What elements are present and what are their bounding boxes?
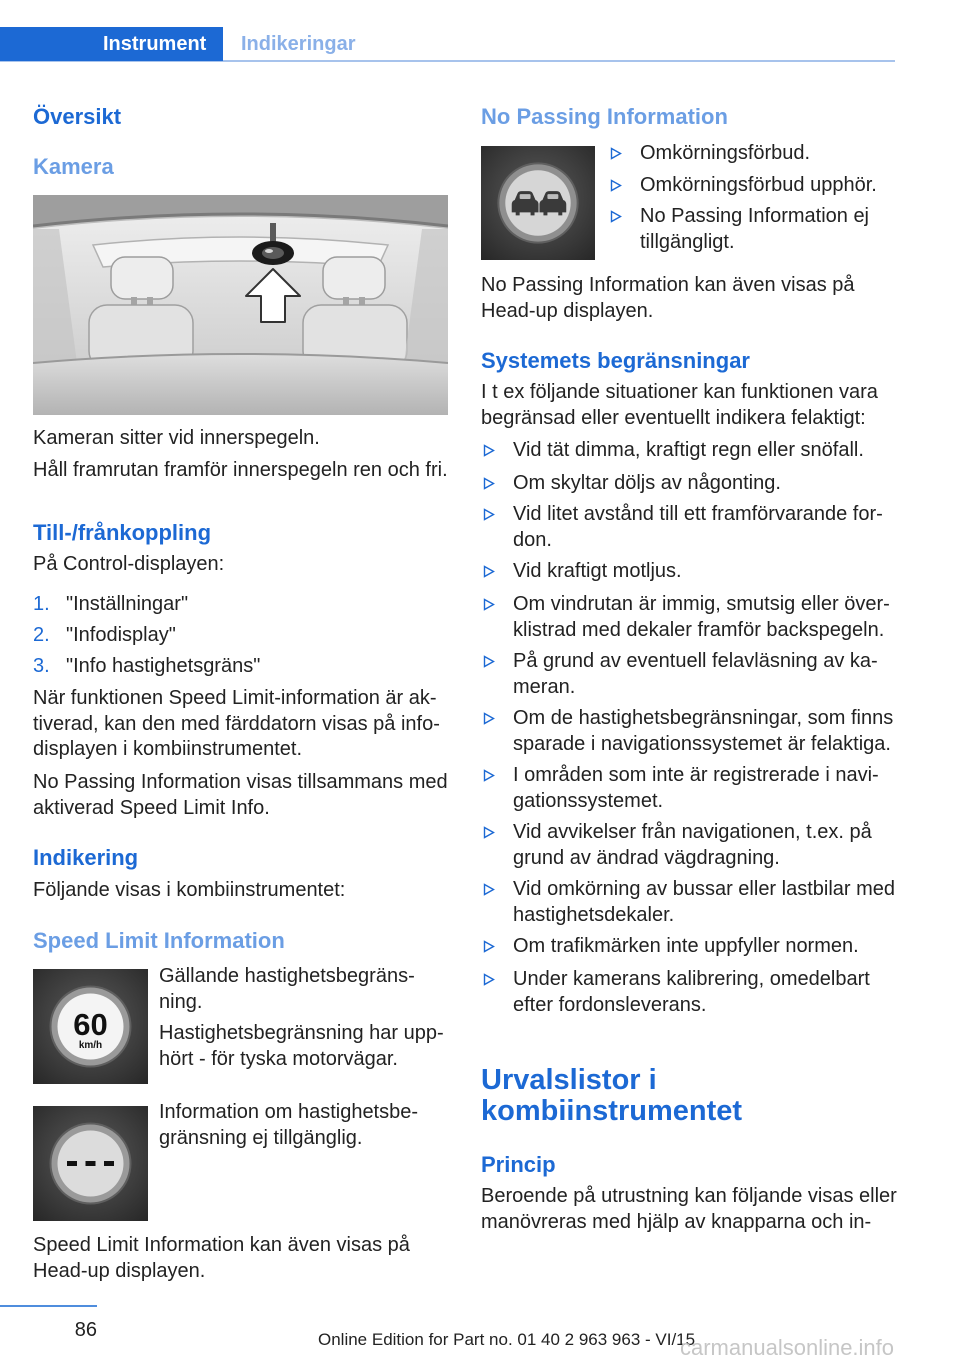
speed-limit-item: Hastighetsbegränsning har upp- hört - för tyska motorvägar. xyxy=(159,1022,444,1070)
bullet-triangle-icon xyxy=(483,940,495,953)
edition-note: Online Edition for Part no. 01 40 2 963 963 - VI/15 xyxy=(318,1330,696,1349)
limits-item: Vid litet avstånd till ett framförvarande for- don. xyxy=(513,503,883,551)
bullet-triangle-icon xyxy=(483,826,495,839)
bullet-triangle-icon xyxy=(483,508,495,521)
heading-overview: Översikt xyxy=(33,104,122,129)
no-passing-item: Omkörningsförbud. xyxy=(640,142,811,164)
bullet-triangle-icon xyxy=(483,712,495,725)
camera-care-text: Håll framrutan framför innerspegeln ren och fri. xyxy=(33,459,448,481)
watermark: carmanualsonline.info xyxy=(680,1335,895,1360)
step-number: 1. xyxy=(33,593,50,615)
speed-limit-item: Information om hastighetsbe- gränsning ej tillgänglig. xyxy=(159,1101,419,1149)
bullet-triangle-icon xyxy=(483,769,495,782)
speed-limit-item: Gällande hastighetsbegräns- ning. xyxy=(159,965,415,1013)
toggle-intro: På Control-displayen: xyxy=(33,553,225,575)
bullet-triangle-icon xyxy=(483,973,495,986)
sign-speed-unit: km/h xyxy=(78,1040,103,1051)
toggle-note-speed-limit: När funktionen Speed Limit-information är ak- tiverad, kan den med färddatorn visas på info- displayen i kombiinstrumentet. xyxy=(33,687,440,760)
heading-no-passing-info: No Passing Information xyxy=(481,104,728,129)
tab-instrument-label: Instrument xyxy=(103,33,207,55)
tab-indikeringar-label: Indikeringar xyxy=(241,33,356,55)
bullet-triangle-icon xyxy=(610,210,622,223)
bullet-triangle-icon xyxy=(483,565,495,578)
heading-camera: Kamera xyxy=(33,154,114,179)
heading-display: Indikering xyxy=(33,845,139,870)
page-number: 86 xyxy=(74,1319,97,1341)
limits-item: Vid kraftigt motljus. xyxy=(513,560,682,582)
camera-location-text: Kameran sitter vid innerspegeln. xyxy=(33,427,320,449)
step-number: 2. xyxy=(33,624,50,646)
limits-intro: I t ex följande situationer kan funktionen vara begränsad eller eventuellt indikera felaktigt: xyxy=(481,381,878,429)
step-text: "Info hastighetsgräns" xyxy=(66,655,261,677)
heading-principle: Princip xyxy=(481,1152,556,1177)
bullet-triangle-icon xyxy=(483,477,495,490)
speed-limit-unavailable-sign-icon xyxy=(33,1106,148,1221)
speed-limit-sign-icon xyxy=(33,969,148,1084)
camera-module xyxy=(252,241,294,265)
bullet-triangle-icon xyxy=(610,179,622,192)
limits-item: På grund av eventuell felavläsning av ka- meran. xyxy=(513,650,878,698)
display-intro: Följande visas i kombiinstrumentet: xyxy=(33,879,346,901)
step-text: "Inställningar" xyxy=(66,593,189,615)
sign-speed-value: 60 xyxy=(73,1007,108,1042)
limits-item: Om vindrutan är immig, smutsig eller över- klistrad med dekaler framför backspegeln. xyxy=(513,593,890,641)
camera-location-photo xyxy=(33,195,448,415)
limits-item: Om skyltar döljs av någonting. xyxy=(513,472,781,494)
limits-item: Vid avvikelser från navigationen, t.ex. på grund av ändrad vägdragning. xyxy=(513,821,872,869)
limits-item: Under kamerans kalibrering, omedelbart efter fordonsleverans. xyxy=(513,968,870,1016)
limits-item: I områden som inte är registrerade i navi- gationssystemet. xyxy=(513,764,879,812)
heading-speed-limit-info: Speed Limit Information xyxy=(33,928,285,953)
bullet-triangle-icon xyxy=(483,655,495,668)
step-text: "Infodisplay" xyxy=(66,624,176,646)
speed-limit-hud-note: Speed Limit Information kan även visas på Head-up displayen. xyxy=(33,1234,410,1282)
heading-toggle: Till-/frånkoppling xyxy=(33,520,212,545)
no-passing-item: Omkörningsförbud upphör. xyxy=(640,174,877,196)
heading-selection-lists: Urvalslistor i kombiinstrumentet xyxy=(481,1064,743,1127)
bullet-triangle-icon xyxy=(610,147,622,160)
limits-item: Om trafikmärken inte uppfyller normen. xyxy=(513,935,859,957)
bullet-triangle-icon xyxy=(483,883,495,896)
no-passing-sign-icon xyxy=(481,146,595,260)
no-passing-item: No Passing Information ej tillgängligt. xyxy=(640,205,870,253)
bullet-triangle-icon xyxy=(483,444,495,457)
limits-item: Vid tät dimma, kraftigt regn eller snöfall. xyxy=(513,439,864,461)
no-passing-hud-note: No Passing Information kan även visas på Head-up displayen. xyxy=(481,274,855,322)
footer-rule xyxy=(0,1305,97,1307)
heading-system-limits: Systemets begränsningar xyxy=(481,348,750,373)
step-number: 3. xyxy=(33,655,50,677)
toggle-note-no-passing: No Passing Information visas tillsammans med aktiverad Speed Limit Info. xyxy=(33,771,448,819)
bullet-triangle-icon xyxy=(483,598,495,611)
principle-text: Beroende på utrustning kan följande visas eller manövreras med hjälp av knapparna och in- xyxy=(481,1185,897,1233)
limits-item: Om de hastighetsbegränsningar, som finns sparade i navigationssystemet är felaktiga. xyxy=(513,707,894,755)
limits-item: Vid omkörning av bussar eller lastbilar med hastighetsdekaler. xyxy=(513,878,896,926)
